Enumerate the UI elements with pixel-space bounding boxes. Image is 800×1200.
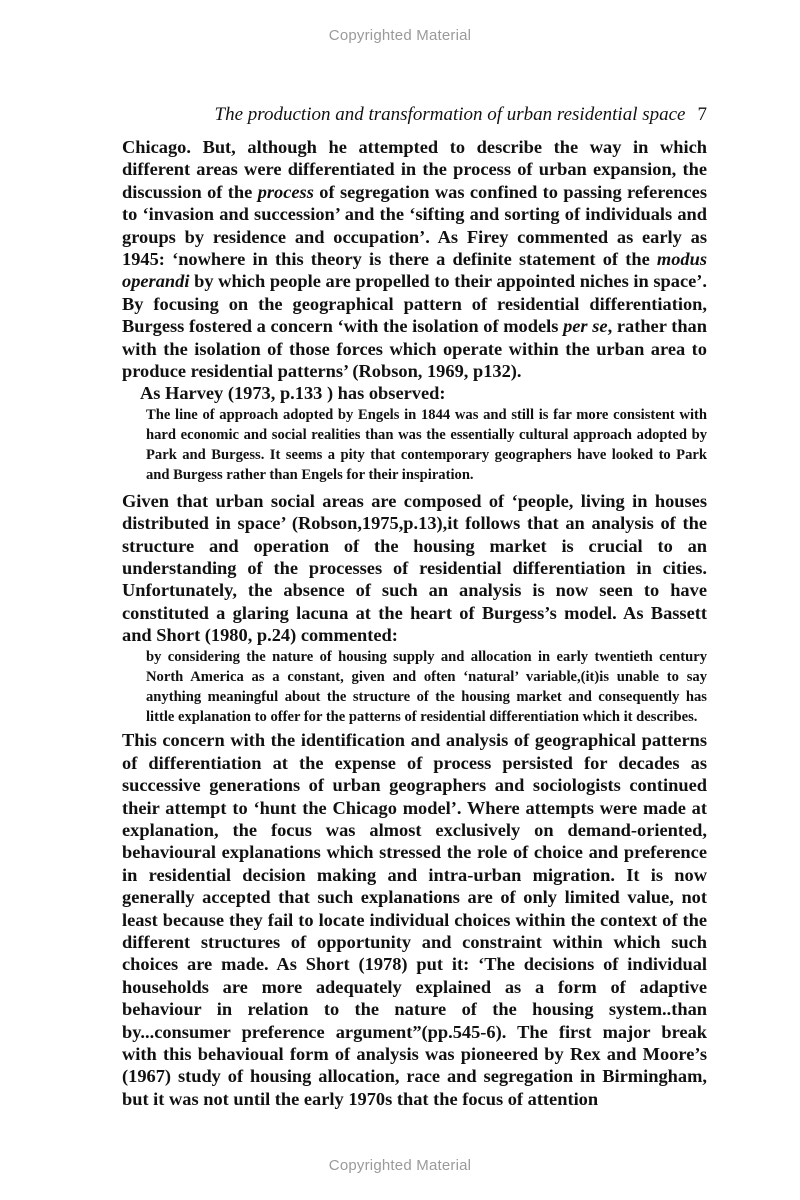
paragraph-text: , rather than with the isolation of those forces which operate within the urban area to produce residential patterns’ (Robson, 1969, p132). [122,316,707,382]
watermark-bottom: Copyrighted Material [328,1157,472,1174]
page-body [122,136,707,1110]
paragraph-housing-market: Given that urban social areas are composed of ‘people, living in houses distributed in space’ (Robson,1975,p.13),it follows that an analysis of the structure and operation of the housing market is crucial to an understanding of the processes of residential differentiation in cities. Unfortunately, the absence of such an analysis is now seen to have constituted a glaring lacuna at the heart of Burgess’s model. As Bassett and Short (1980, p.24) commented: [122,490,707,646]
paragraph-process-persisted: This concern with the identification and analysis of geographical patterns of differentiation at the expense of process persisted for decades as successive generations of urban geographers and sociologists continued their attempt to ‘hunt the Chicago model’. Where attempts were made at explanation, the focus was almost exclusively on demand-oriented, behavioural explanations which stressed the role of choice and preference in residential decision making and intra-urban migration. It is now generally accepted that such explanations are of only limited value, not least because they fail to locate individual choices within the context of the different structures of opportunity and constraint within which such choices are made. As Short (1978) put it: ‘The decisions of individual households are more adequately explained as a form of adaptive behaviour in relation to the nature of the housing system..than by...consumer preference argument”(pp.545-6). The first major break with this behavioual form of analysis was pioneered by Rex and Moore’s (1967) study of housing allocation, race and segregation in Birmingham, but it was not until the early 1970s that the focus of attention [122,730,707,1109]
paragraph-text: of segregation was confined to passing references to ‘invasion and succession’ and the ‘sifting and sorting of individuals and groups by residence and occupation’. As Firey commented as early as 1945: ‘nowhere in this theory is there a definite statement of the [122,181,708,270]
block-quote-harvey: The line of approach adopted by Engels in 1844 was and still is far more consistent with hard economic and social realities than was the essentially cultural approach adopted by Park and Burgess. It seems a pity that contemporary geographers have looked to Park and Burgess rather than Engels for their inspiration. [146,406,707,484]
watermark-top: Copyrighted Material [328,27,472,44]
emphasis-process: process [257,181,314,202]
paragraph-text: by which people are propelled to their appointed niches in space’. By focusing on the geographical pattern of residential differentiation, Burgess fostered a concern ‘with the isolation of models [122,271,707,337]
running-head-title: The production and transformation of urban residential space [214,104,686,125]
running-head [122,104,707,126]
page-number: 7 [697,104,707,125]
block-quote-bassett-short: by considering the nature of housing supply and allocation in early twentieth century North America as a constant, given and often ‘natural’ variable,(it)is unable to say anything meaningful about the structure of the housing market and consequently has little explanation to offer for the patterns of residential differentiation which it describes. [146,648,707,726]
paragraph-harvey-intro: As Harvey (1973, p.133 ) has observed: [140,383,446,404]
paragraph-chicago [122,136,707,382]
emphasis-modus-operandi: modus operandi [122,249,707,292]
emphasis-per-se: per se [563,316,608,337]
paragraph-text: Chicago. But, although he attempted to describe the way in which different areas were differentiated in the process of urban expansion, the discussion of the [122,137,707,202]
